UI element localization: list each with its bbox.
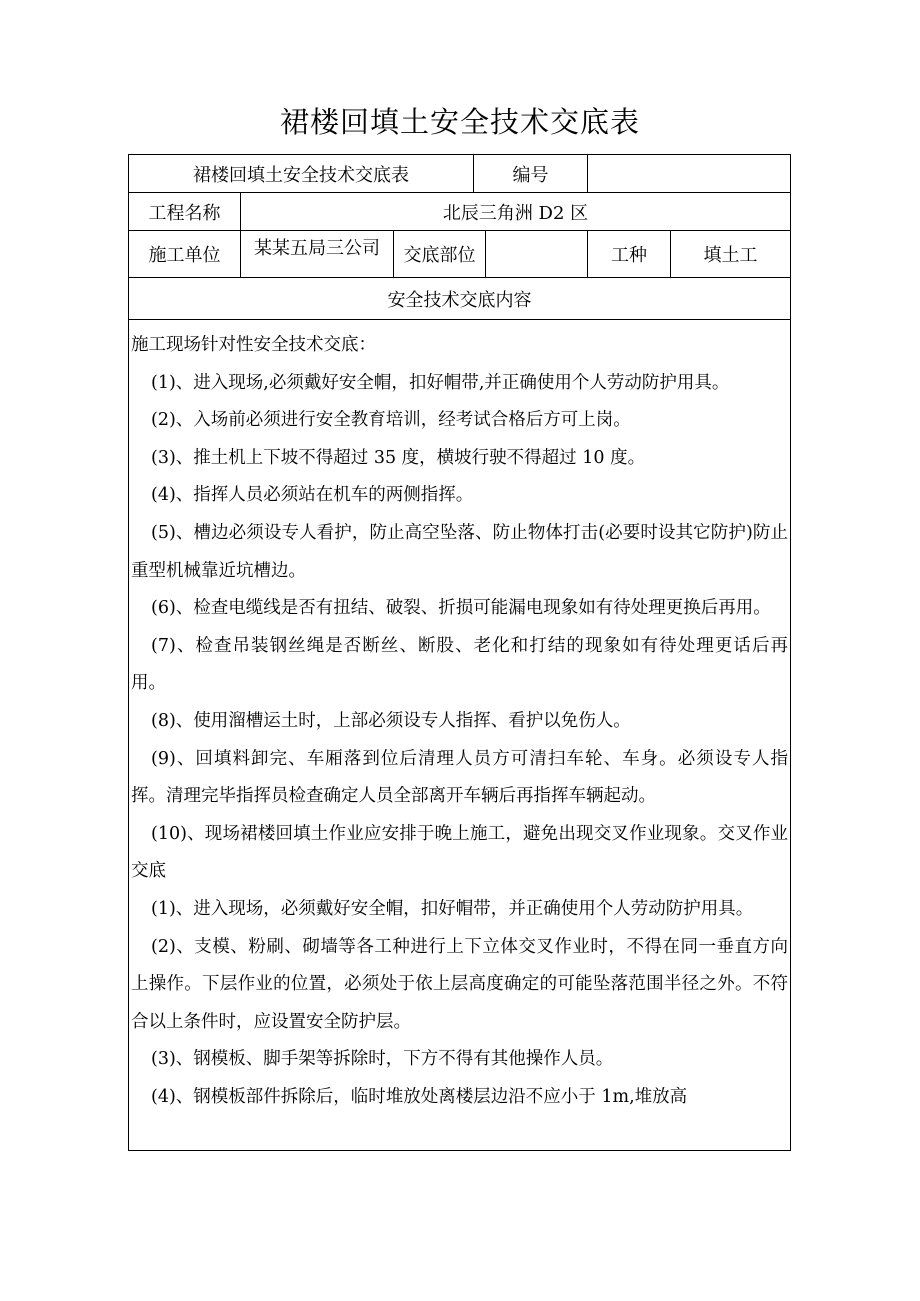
form-header-row-2 <box>129 193 790 231</box>
content-paragraph: (2)、入场前必须进行安全教育培训，经考试合格后方可上岗。 <box>151 410 631 431</box>
content-paragraph: (3)、钢模板、脚手架等拆除时，下方不得有其他操作人员。 <box>151 1049 614 1070</box>
content-paragraph: (2)、支模、粉刷、砌墙等各工种进行上下立体交叉作业时，不得在同一垂直方向上操作。下层作业的位置，必须处于依上层高度确定的可能坠落范围半径之外。不符合以上条件时，应设置安全防护层。 <box>131 936 788 1032</box>
page-title: 裙楼回填土安全技术交底表 <box>279 105 640 139</box>
content-paragraph: (1)、进入现场，必须戴好安全帽，扣好帽带，并正确使用个人劳动防护用具。 <box>151 898 754 919</box>
trade-label: 工种 <box>588 231 671 277</box>
number-value <box>588 155 790 192</box>
content-row <box>129 320 790 1150</box>
content-paragraph: (8)、使用溜槽运土时，上部必须设专人指挥、看护以免伤人。 <box>151 710 631 731</box>
disclosure-part-label: 交底部位 <box>394 231 486 277</box>
content-paragraph: (9)、回填料卸完、车厢落到位后清理人员方可清扫车轮、车身。必须设专人指挥。清理完毕指挥员检查确定人员全部离开车辆后再指挥车辆起动。 <box>131 748 788 807</box>
trade-value: 填土工 <box>703 245 758 266</box>
content-paragraph: (6)、检查电缆线是否有扭结、破裂、折损可能漏电现象如有待处理更换后再用。 <box>151 598 771 619</box>
content-intro-line: 施工现场针对性安全技术交底： <box>131 335 376 355</box>
contractor-value: 某某五局三公司 <box>241 231 394 277</box>
content-paragraph: (5)、槽边必须设专人看护，防止高空坠落、防止物体打击(必要时设其它防护)防止重型机械靠近坑槽边。 <box>131 522 788 581</box>
disclosure-part-value <box>486 231 588 277</box>
disclosure-form-table <box>128 154 791 1151</box>
form-name-cell: 裙楼回填土安全技术交底表 <box>129 155 474 192</box>
content-paragraph: (4)、钢模板部件拆除后，临时堆放处离楼层边沿不应小于 1m,堆放高 <box>151 1086 688 1107</box>
project-name-label: 工程名称 <box>129 193 241 230</box>
content-paragraph: (10)、现场裙楼回填土作业应安排于晚上施工，避免出现交叉作业现象。交叉作业交底 <box>131 823 788 882</box>
form-header-row-3 <box>129 231 790 278</box>
content-header: 安全技术交底内容 <box>387 289 532 311</box>
contractor-label: 施工单位 <box>129 231 241 277</box>
project-name-value: 北辰三角洲 D2 区 <box>442 202 589 224</box>
content-body <box>129 320 790 1150</box>
content-paragraph: (1)、进入现场,必须戴好安全帽，扣好帽带,并正确使用个人劳动防护用具。 <box>151 372 730 393</box>
form-header-row-1 <box>129 155 790 193</box>
number-label: 编号 <box>474 155 588 192</box>
content-header-row <box>129 278 790 320</box>
content-paragraph: (4)、指挥人员必须站在机车的两侧指挥。 <box>151 485 474 506</box>
content-paragraph: (3)、推土机上下坡不得超过 35 度，横坡行驶不得超过 10 度。 <box>151 447 646 468</box>
content-paragraph: (7)、检查吊装钢丝绳是否断丝、断股、老化和打结的现象如有待处理更话后再用。 <box>131 635 788 694</box>
